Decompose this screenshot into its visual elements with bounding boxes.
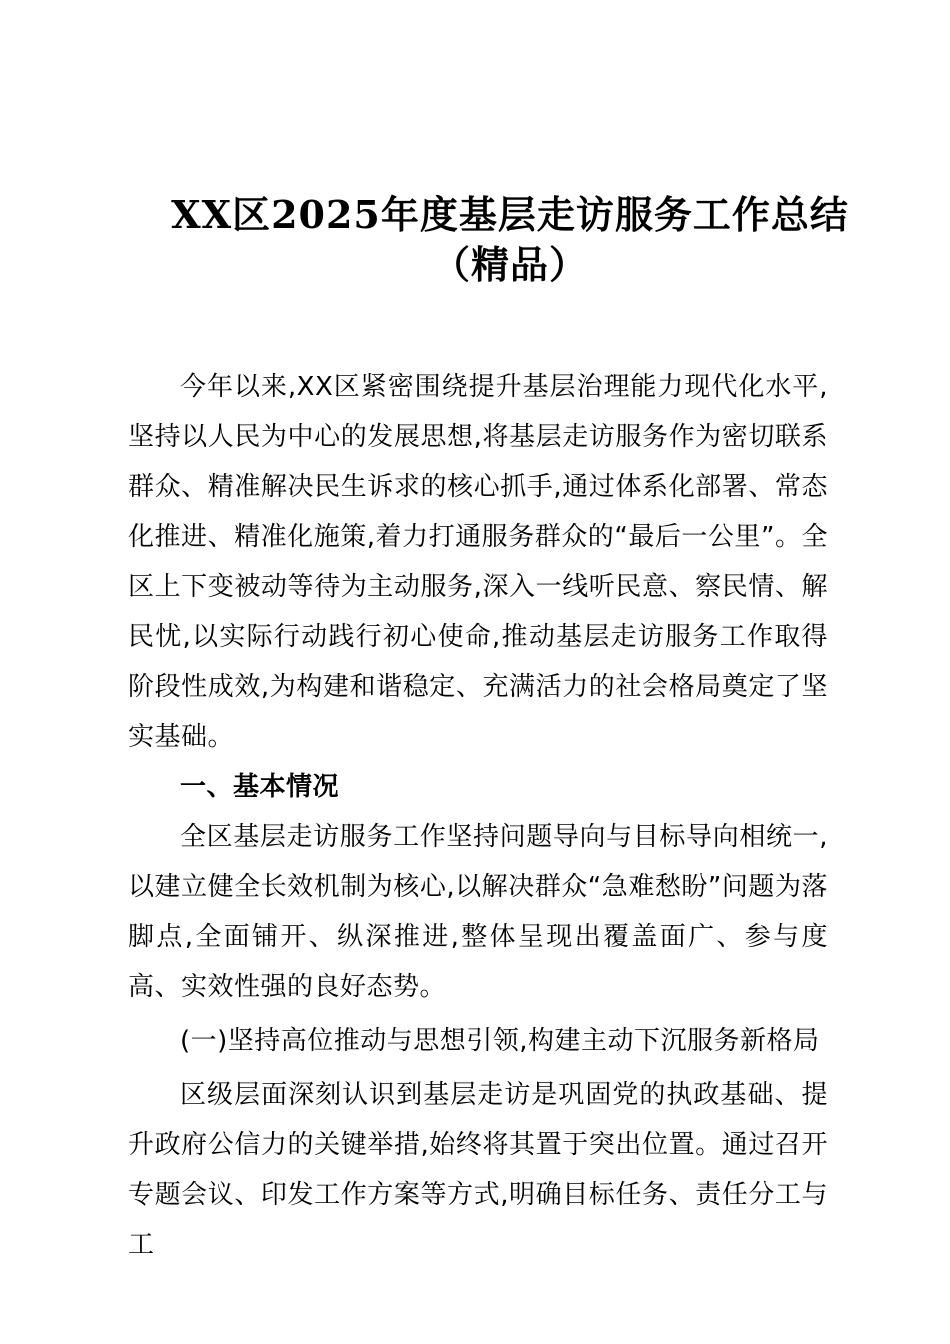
- section-paragraph-basic-situation: 全区基层走访服务工作坚持问题导向与目标导向相统一,以建立健全长效机制为核心,以解决群众“急难愁盼”问题为落脚点,全面铺开、纵深推进,整体呈现出覆盖面广、参与度高、实效性强的良好态势。: [128, 822, 828, 1002]
- subsection-paragraph-1: 区级层面深刻认识到基层走访是巩固党的执政基础、提升政府公信力的关键举措,始终将其置于突出位置。通过召开专题会议、印发工作方案等方式,明确目标任务、责任分工与工: [128, 1080, 828, 1260]
- title-line-suffix: （精品）: [431, 242, 588, 287]
- section-heading-basic-situation: 一、基本情况: [180, 772, 340, 802]
- subsection-heading-1: (一)坚持高位推动与思想引领,构建主动下沉服务新格局: [180, 1026, 820, 1056]
- document-title: [100, 190, 920, 290]
- document-body: [128, 362, 828, 1270]
- title-line-main: XX区2025年度基层走访服务工作总结: [171, 192, 849, 237]
- intro-paragraph: 今年以来,XX区紧密围绕提升基层治理能力现代化水平,坚持以人民为中心的发展思想,将基层走访服务作为密切联系群众、精准解决民生诉求的核心抓手,通过体系化部署、常态化推进、精准化施策,着力打通服务群众的“最后一公里”。全区上下变被动等待为主动服务,深入一线听民意、察民情、解民忧,以实际行动践行初心使命,推动基层走访服务工作取得阶段性成效,为构建和谐稳定、充满活力的社会格局奠定了坚实基础。: [128, 372, 828, 752]
